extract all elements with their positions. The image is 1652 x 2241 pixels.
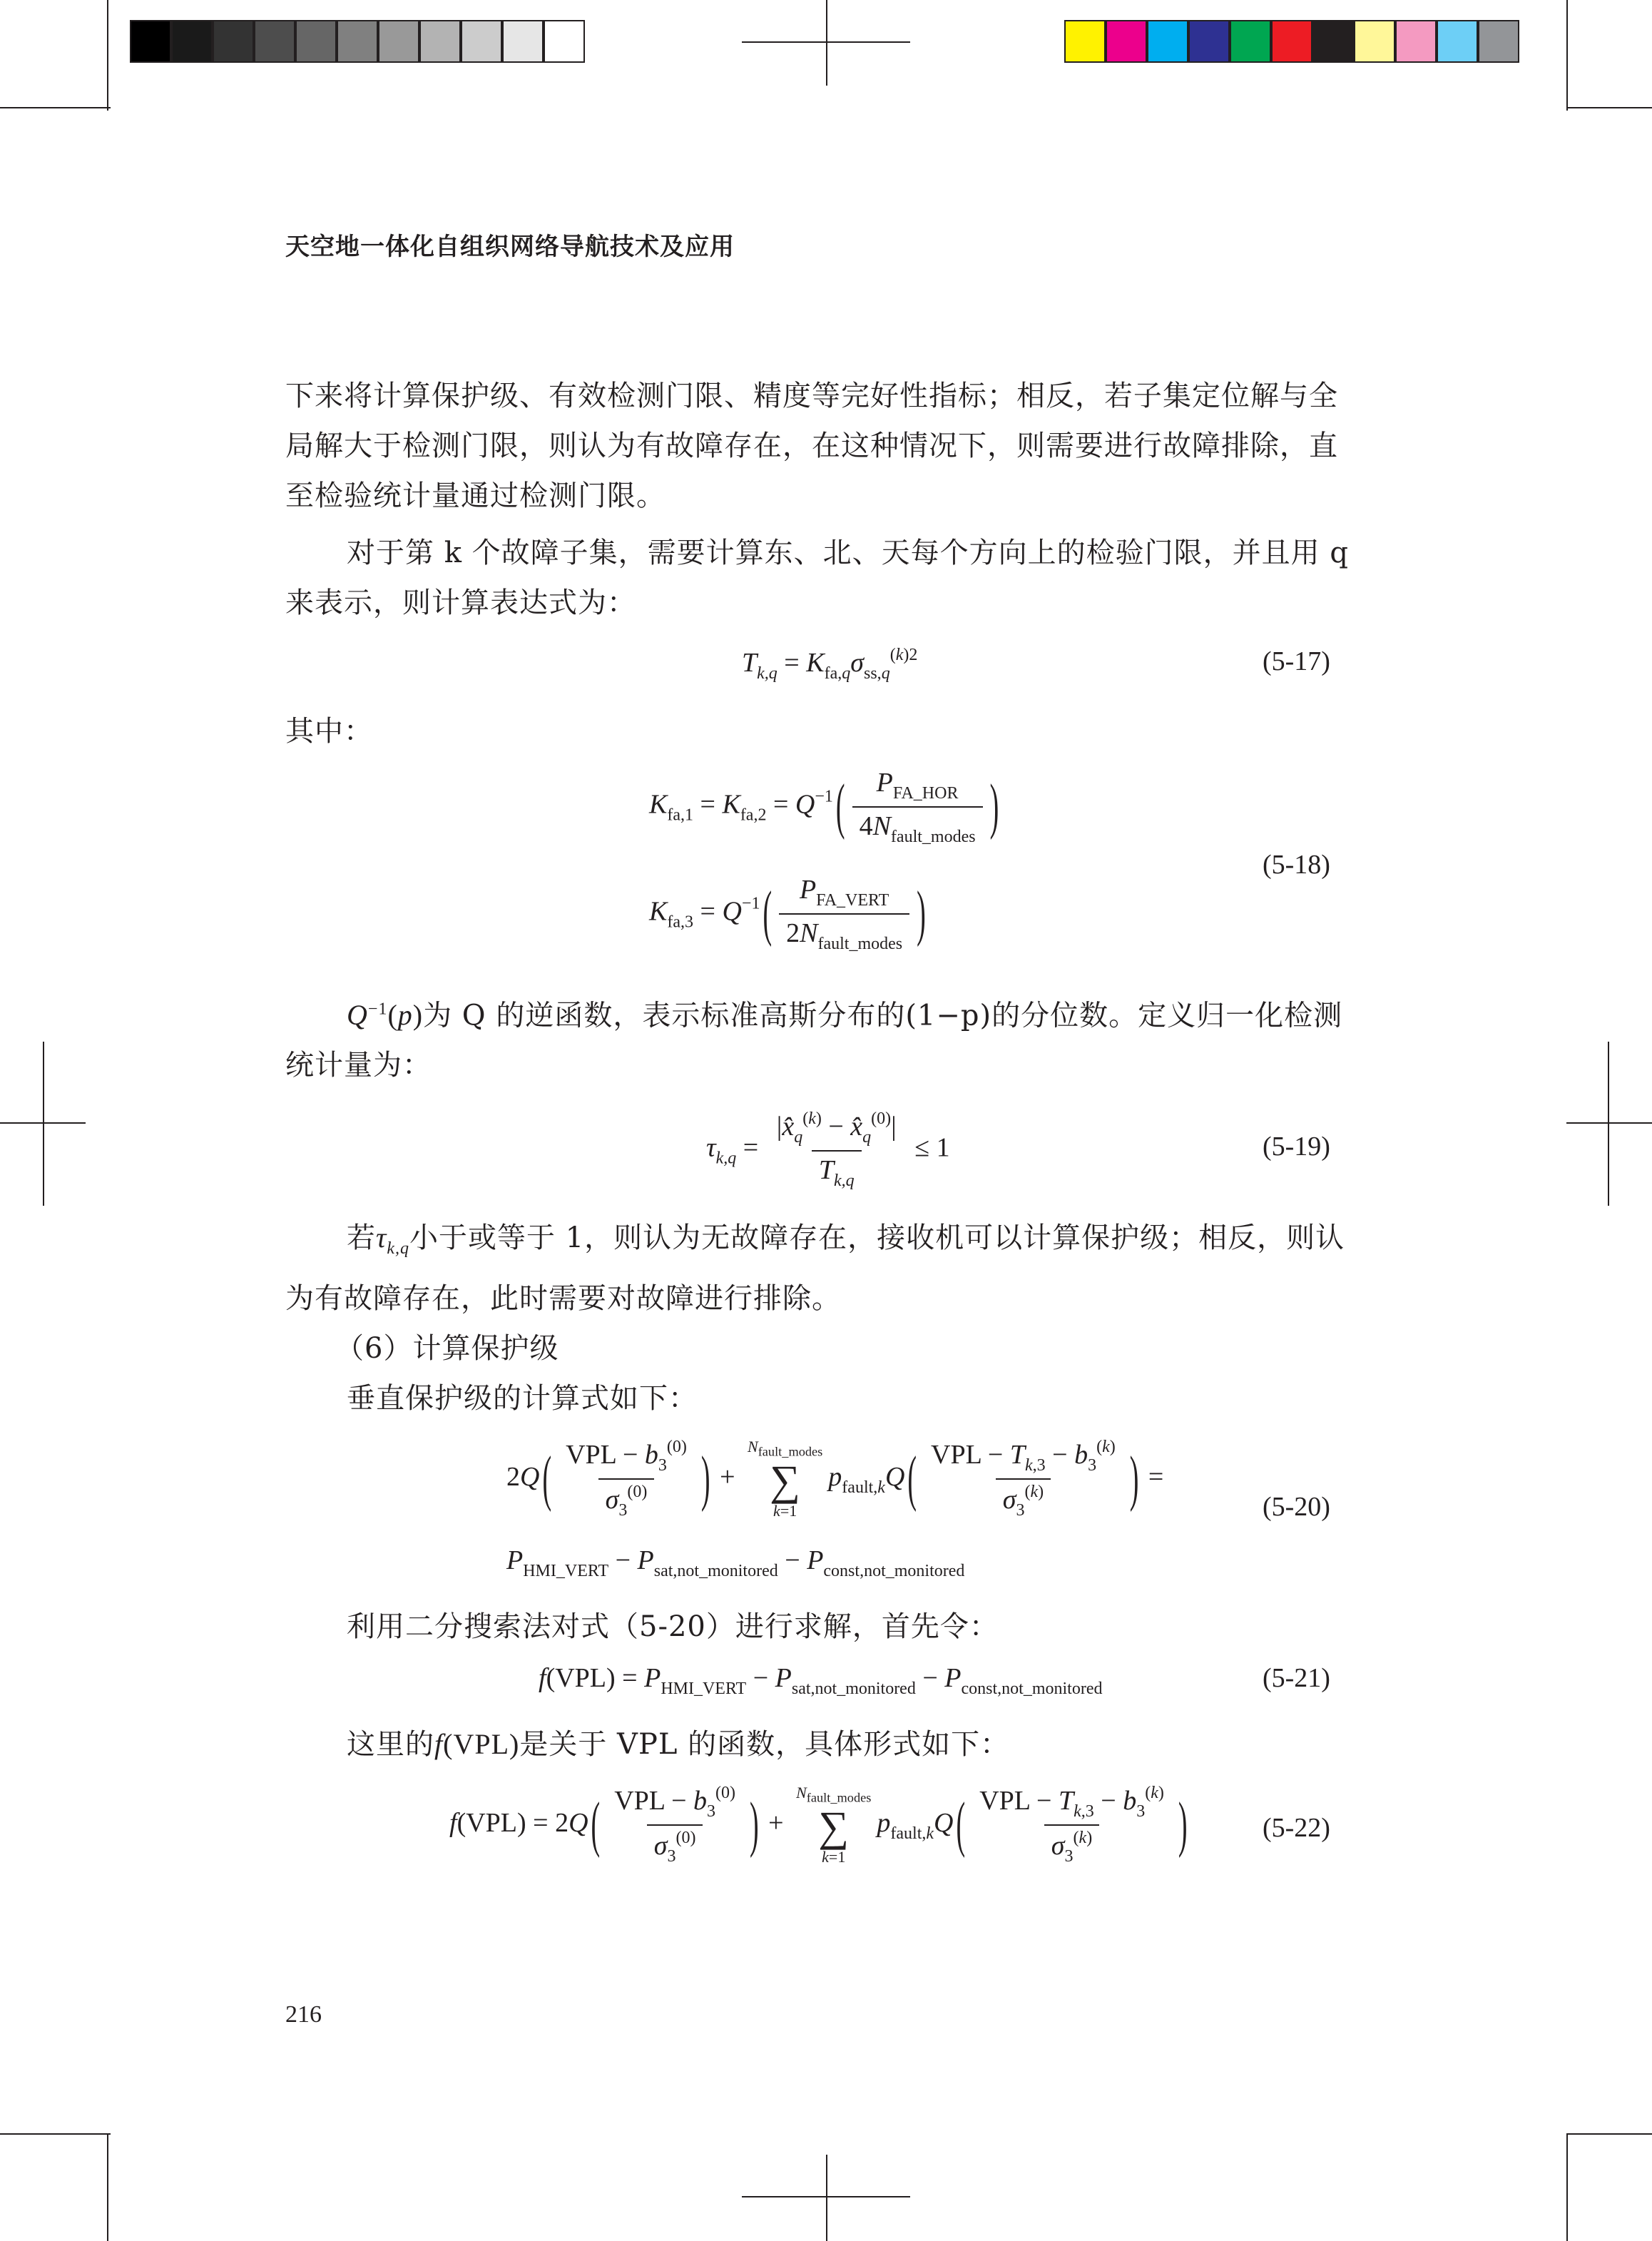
- calibration-swatch: [1312, 20, 1354, 63]
- crop-mark: [0, 2133, 111, 2135]
- equation-5-21: $f(VPL) = P_{HMI\_VERT} - P_{sat,not\_monitored} - P_{const,not\_monitored}$: [539, 1663, 1103, 1698]
- equation-5-19: $\tau_{k,q}$ = $\frac{|x̂_q^{(k)} - x̂_q^{(0)}|}{T_{k,q}}$ ≤ 1: [706, 1109, 950, 1190]
- paragraph: 这里的f(VPL)是关于 VPL 的函数，具体形式如下：: [347, 1728, 1010, 1761]
- crop-mark: [107, 2133, 108, 2241]
- register-mark: [742, 2196, 910, 2197]
- paragraph: 其中：: [285, 715, 373, 748]
- page-number: 216: [285, 2001, 322, 2028]
- crop-mark: [1566, 0, 1568, 111]
- calibration-swatch: [1395, 20, 1437, 63]
- calibration-swatch: [1478, 20, 1519, 63]
- register-mark: [826, 2155, 827, 2241]
- calibration-swatch: [1230, 20, 1271, 63]
- paragraph: 垂直保护级的计算式如下：: [347, 1382, 698, 1415]
- paragraph: 对于第 k 个故障子集，需要计算东、北、天每个方向上的检验门限，并且用 q 来表示，则计算表达式为：: [285, 537, 1349, 619]
- calibration-swatch: [337, 20, 378, 63]
- calibration-swatch: [1188, 20, 1230, 63]
- section-heading: （6）计算保护级: [335, 1332, 559, 1365]
- equation-5-17: $T_{k,q} = K_{fa,q}\sigma_{ss,q}^{(k)2}$: [742, 646, 918, 683]
- register-mark: [1608, 1042, 1609, 1206]
- equation-number: (5-17): [1263, 646, 1330, 676]
- register-mark: [826, 0, 827, 86]
- equation-5-20-line2: $P_{HMI\_VERT} - P_{sat,not\_monitored} - P_{const,not\_monitored}$: [506, 1545, 965, 1580]
- equation-5-22: f(VPL) = 2Q ( $\frac{VPL - b_3^{(0)}}{\sigma_3^{(0)}}$ ) + $N_{fault\_modes}$ ∑ k=1 $p_{fault,k}Q$ ( $\frac{VPL - T_{k,3} - b_3^{(k)}}{\sigma_3^{(k)}}$ ): [449, 1784, 1188, 1866]
- running-header: 天空地一体化自组织网络导航技术及应用: [285, 233, 735, 261]
- equation-number: (5-18): [1263, 850, 1330, 880]
- calibration-swatch: [1064, 20, 1106, 63]
- calibration-swatch: [419, 20, 461, 63]
- calibration-swatch: [130, 20, 171, 63]
- register-mark: [1566, 1122, 1652, 1124]
- equation-5-18-line2: $K_{fa,3} = Q^{-1}$ ( $\frac{P_{FA\_VERT}}{2N_{fault\_modes}}$ ): [649, 875, 926, 953]
- paragraph: $Q^{-1}(p)$为 Q 的逆函数，表示标准高斯分布的(1−p)的分位数。定义归一化检测统计量为：: [285, 999, 1343, 1082]
- paragraph: 下来将计算保护级、有效检测门限、精度等完好性指标；相反，若子集定位解与全局解大于检测门限，则认为有故障存在，在这种情况下，则需要进行故障排除，直至检验统计量通过检测门限。: [285, 380, 1338, 512]
- register-mark: [0, 1122, 86, 1124]
- calibration-swatch: [1106, 20, 1147, 63]
- calibration-swatch: [213, 20, 254, 63]
- calibration-swatch: [254, 20, 295, 63]
- equation-5-18-line1: $K_{fa,1} = K_{fa,2} = Q^{-1}$ ( $\frac{P_{FA\_HOR}}{4N_{fault\_modes}}$ ): [649, 768, 999, 846]
- calibration-swatch: [1437, 20, 1478, 63]
- register-mark: [742, 41, 910, 43]
- crop-mark: [1566, 2133, 1652, 2135]
- crop-mark: [0, 107, 111, 108]
- paragraph: 利用二分搜索法对式（5-20）进行求解，首先令：: [347, 1610, 999, 1643]
- calibration-swatch: [461, 20, 502, 63]
- crop-mark: [1566, 107, 1652, 108]
- calibration-swatch: [1147, 20, 1188, 63]
- calibration-swatch: [544, 20, 585, 63]
- crop-mark: [107, 0, 108, 111]
- equation-number: (5-22): [1263, 1813, 1330, 1843]
- calibration-swatch: [171, 20, 213, 63]
- crop-mark: [1566, 2133, 1568, 2241]
- equation-number: (5-19): [1263, 1132, 1330, 1162]
- calibration-swatch: [1354, 20, 1395, 63]
- calibration-swatch: [378, 20, 419, 63]
- calibration-swatch: [502, 20, 544, 63]
- equation-number: (5-21): [1263, 1663, 1330, 1693]
- equation-number: (5-20): [1263, 1492, 1330, 1522]
- register-mark: [43, 1042, 44, 1206]
- equation-5-20-line1: 2Q ( $\frac{VPL - b_3^{(0)}}{\sigma_3^{(0)}}$ ) + $N_{fault\_modes}$ ∑ k=1 $p_{fault,k}Q$ ( $\frac{VPL - T_{k,3} - b_3^{(k)}}{\sigma_3^{(k)}}$ ) =: [506, 1438, 1164, 1520]
- paragraph: 若$\tau_{k,q}$小于或等于 1，则认为无故障存在，接收机可以计算保护级；相反，则认为有故障存在，此时需要对故障进行排除。: [285, 1221, 1345, 1315]
- calibration-swatch: [295, 20, 337, 63]
- calibration-swatch: [1271, 20, 1312, 63]
